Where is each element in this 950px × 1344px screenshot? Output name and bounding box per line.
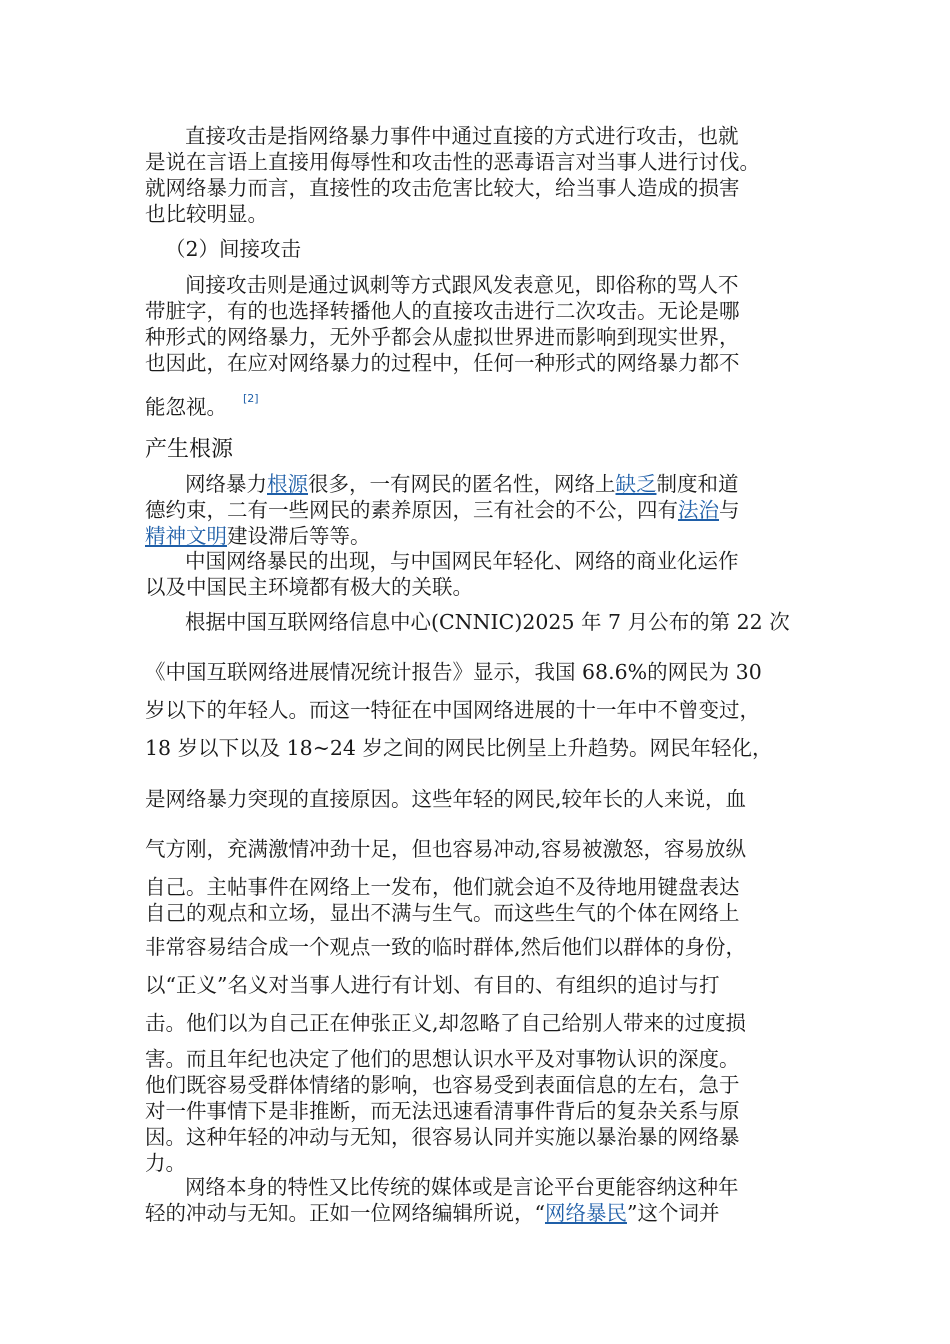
paragraph-line: 力。 [145,1151,186,1175]
paragraph-line: 对一件事情下是非推断，而无法迅速看清事件背后的复杂关系与原 [145,1099,740,1123]
paragraph-line: 他们既容易受群体情绪的影响，也容易受到表面信息的左右，急于 [145,1073,740,1097]
paragraph-line: 以“正义”名义对当事人进行有计划、有目的、有组织的追讨与打 [145,973,720,997]
paragraph-line [185,471,739,497]
text-segment: 与 [719,498,740,522]
section-heading: 产生根源 [145,437,234,462]
paragraph-line: 带脏字，有的也选择转播他人的直接攻击进行二次攻击。无论是哪 [145,299,740,323]
paragraph-line: 网络本身的特性又比传统的媒体或是言论平台更能容纳这种年 [185,1175,739,1199]
paragraph-line: 18 岁以下以及 18~24 岁之间的网民比例呈上升趋势。网民年轻化， [145,736,773,760]
text-segment: 很多，一有网民的匿名性，网络上 [308,472,616,496]
paragraph-line: 气方刚，充满激情冲劲十足，但也容易冲动,容易被激怒，容易放纵 [145,837,747,861]
text-segment: 德约束，二有一些网民的素养原因，三有社会的不公，四有 [145,498,678,522]
link-fazhi[interactable]: 法治 [678,498,719,522]
paragraph-line: 是网络暴力突现的直接原因。这些年轻的网民,较年长的人来说，血 [145,787,747,811]
paragraph-line: 因。这种年轻的冲动与无知，很容易认同并实施以暴治暴的网络暴 [145,1125,740,1149]
paragraph-line [145,497,740,523]
paragraph-line: 种形式的网络暴力，无外乎都会从虚拟世界进而影响到现实世界， [145,325,740,349]
text-segment: ”这个词并 [626,1201,720,1225]
paragraph-line: 害。而且年纪也决定了他们的思想认识水平及对事物认识的深度。 [145,1047,740,1071]
paragraph-line: 间接攻击则是通过讽刺等方式跟风发表意见，即俗称的骂人不 [185,273,739,297]
paragraph-line: 岁以下的年轻人。而这一特征在中国网络进展的十一年中不曾变过， [145,698,760,722]
text-segment: 轻的冲动与无知。正如一位网络编辑所说，“ [145,1201,545,1225]
link-wangluo-baomin[interactable]: 网络暴民 [544,1201,627,1225]
link-quefa[interactable]: 缺乏 [615,472,657,496]
text-segment: 制度和道 [656,472,739,496]
paragraph-line: 也因此，在应对网络暴力的过程中，任何一种形式的网络暴力都不 [145,351,740,375]
reference-link[interactable]: [2] [243,392,259,405]
link-jingshen-wenming[interactable]: 精神文明 [145,524,227,548]
paragraph-line: 根据中国互联网络信息中心(CNNIC)2025 年 7 月公布的第 22 次 [185,610,790,634]
paragraph-line: 中国网络暴民的出现，与中国网民年轻化、网络的商业化运作 [185,549,739,573]
paragraph-line: 自己。主帖事件在网络上一发布，他们就会迫不及待地用键盘表达 [145,875,740,899]
paragraph-line: 就网络暴力而言，直接性的攻击危害比较大，给当事人造成的损害 [145,176,740,200]
paragraph-line [145,523,371,549]
link-genyuan[interactable]: 根源 [267,472,308,496]
paragraph-line: 击。他们以为自己正在伸张正义,却忽略了自己给别人带来的过度损 [145,1011,747,1035]
text-segment: 网络暴力 [185,472,267,496]
paragraph-line: 直接攻击是指网络暴力事件中通过直接的方式进行攻击，也就 [185,124,739,148]
paragraph-line: 以及中国民主环境都有极大的关联。 [145,575,473,599]
text-segment: 建设滞后等等。 [227,524,371,548]
paragraph-line: 非常容易结合成一个观点一致的临时群体,然后他们以群体的身份， [145,935,747,959]
paragraph-text: 能忽视。 [145,395,227,419]
paragraph-line [145,1200,719,1226]
subheading: （2）间接攻击 [165,237,302,261]
paragraph-line: 《中国互联网络进展情况统计报告》显示，我国 68.6%的网民为 30 [145,660,762,684]
paragraph-line: 也比较明显。 [145,202,268,226]
paragraph-line-last [145,386,259,420]
paragraph-line: 自己的观点和立场，显出不满与生气。而这些生气的个体在网络上 [145,901,740,925]
paragraph-line: 是说在言语上直接用侮辱性和攻击性的恶毒语言对当事人进行讨伐。 [145,150,760,174]
